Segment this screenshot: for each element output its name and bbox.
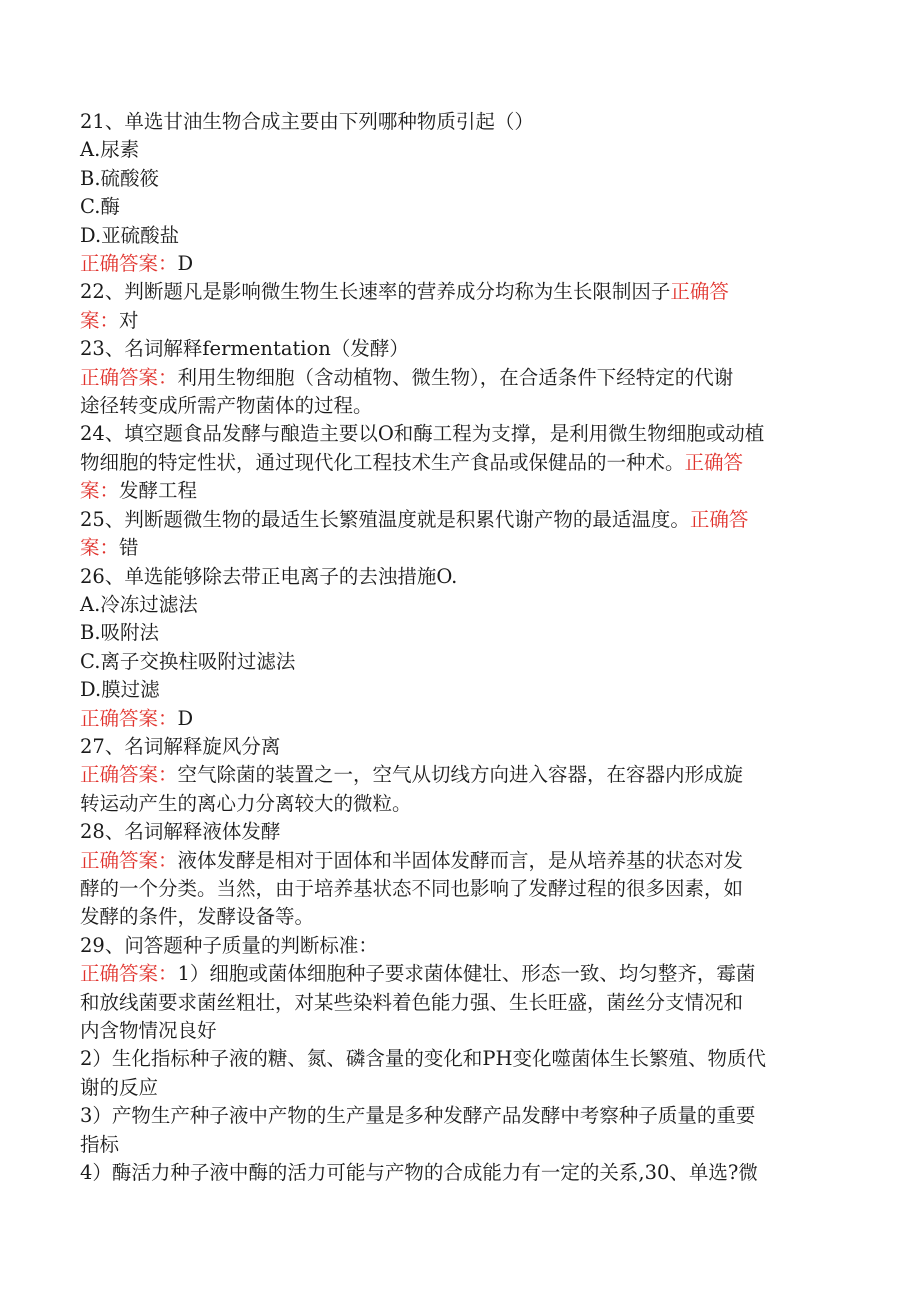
text-line	[80, 1045, 840, 1073]
line-text: 错	[119, 536, 139, 560]
answer-label: 正确答	[689, 507, 749, 531]
line-text: 和放线菌要求菌丝粗壮，对某些染料着色能力强、生长旺盛，菌丝分支情况和	[80, 990, 744, 1014]
text-line	[80, 420, 840, 448]
text-line	[80, 648, 840, 676]
line-text: C.酶	[80, 195, 120, 219]
text-line	[80, 222, 840, 250]
text-line	[80, 989, 840, 1017]
line-text: 1）细胞或菌体细胞种子要求菌体健壮、形态一致、均匀整齐，霉菌	[177, 962, 756, 986]
line-text: 4）酶活力种子液中酶的活力可能与产物的合成能力有一定的关系,30、单选?微	[80, 1161, 758, 1185]
text-line	[80, 250, 840, 278]
text-line	[80, 108, 840, 136]
text-line	[80, 960, 840, 988]
line-text: 23、名词解释fermentation（发酵）	[80, 337, 409, 361]
document-page	[80, 108, 840, 1187]
text-line	[80, 136, 840, 164]
line-text: 指标	[80, 1132, 120, 1156]
text-line	[80, 903, 840, 931]
answer-label: 正确答案：	[80, 252, 178, 276]
line-text: 25、判断题微生物的最适生长繁殖温度就是积累代谢产物的最适温度。	[80, 507, 690, 531]
answer-label: 正确答	[684, 450, 744, 474]
line-text: 21、单选甘油生物合成主要由下列哪种物质引起（）	[80, 110, 534, 133]
line-text: B.吸附法	[80, 621, 160, 645]
line-text: 转运动产生的离心力分离较大的微粒。	[80, 791, 412, 815]
line-text: D	[177, 252, 194, 276]
text-line	[80, 335, 840, 363]
answer-label: 正确答案：	[80, 365, 178, 389]
text-line	[80, 818, 840, 846]
line-text: 内含物情况良好	[80, 1019, 217, 1042]
text-line	[80, 1102, 840, 1130]
line-text: 酵的一个分类。当然，由于培养基状态不同也影响了发酵过程的很多因素，如	[80, 876, 744, 900]
text-line	[80, 790, 840, 818]
text-line	[80, 1159, 840, 1187]
text-line	[80, 392, 840, 420]
answer-label: 案：	[80, 536, 120, 560]
text-line	[80, 705, 840, 733]
line-text: 3）产物生产种子液中产物的生产量是多种发酵产品发酵中考察种子质量的重要	[80, 1104, 756, 1128]
text-line	[80, 477, 840, 505]
line-text: 对	[119, 308, 139, 332]
answer-label: 正确答案：	[80, 848, 178, 872]
text-line	[80, 733, 840, 761]
line-text: 液体发酵是相对于固体和半固体发酵而言，是从培养基的状态对发	[177, 848, 744, 872]
line-text: D	[177, 706, 194, 730]
answer-label: 案：	[80, 479, 120, 503]
text-line	[80, 449, 840, 477]
answer-label: 正确答案：	[80, 763, 178, 787]
line-text: 27、名词解释旋风分离	[80, 734, 281, 758]
line-text: B.硫酸筱	[80, 166, 160, 190]
line-text: 22、判断题凡是影响微生物生长速率的营养成分均称为生长限制因子	[80, 280, 671, 304]
text-line	[80, 875, 840, 903]
line-text: 28、名词解释液体发酵	[80, 820, 281, 844]
line-text: 26、单选能够除去带正电离子的去浊措施O.	[80, 564, 458, 588]
line-text: D.亚硫酸盐	[80, 223, 180, 247]
line-text: A.冷冻过滤法	[80, 592, 198, 616]
line-text: 空气除菌的装置之一，空气从切线方向进入容器，在容器内形成旋	[177, 763, 744, 787]
answer-label: 正确答案：	[80, 706, 178, 730]
text-line	[80, 1074, 840, 1102]
line-text: 谢的反应	[80, 1075, 159, 1099]
text-line	[80, 307, 840, 335]
line-text: 24、填空题食品发酵与酿造主要以O和酶工程为支撑，是利用微生物细胞或动植	[80, 422, 765, 446]
text-line	[80, 932, 840, 960]
line-text: 途径转变成所需产物菌体的过程。	[80, 394, 373, 418]
text-line	[80, 165, 840, 193]
text-line	[80, 619, 840, 647]
line-text: 物细胞的特定性状，通过现代化工程技术生产食品或保健品的一种术。	[80, 450, 685, 474]
text-line	[80, 1017, 840, 1045]
text-line	[80, 193, 840, 221]
text-line	[80, 278, 840, 306]
answer-label: 案：	[80, 308, 120, 332]
text-line	[80, 364, 840, 392]
text-line	[80, 591, 840, 619]
answer-label: 正确答案：	[80, 962, 178, 986]
line-text: A.尿素	[80, 138, 140, 162]
line-text: D.膜过滤	[80, 678, 160, 702]
line-text: 2）生化指标种子液的糖、氮、磷含量的变化和PH变化噬菌体生长繁殖、物质代	[80, 1047, 767, 1071]
text-line	[80, 847, 840, 875]
text-line	[80, 563, 840, 591]
line-text: C.离子交换柱吸附过滤法	[80, 649, 296, 673]
text-line	[80, 761, 840, 789]
text-line	[80, 1131, 840, 1159]
answer-label: 正确答	[670, 280, 729, 304]
text-line	[80, 676, 840, 704]
line-text: 利用生物细胞（含动植物、微生物），在合适条件下经特定的代谢	[177, 365, 734, 389]
text-line	[80, 534, 840, 562]
line-text: 发酵的条件，发酵设备等。	[80, 905, 315, 929]
text-line	[80, 506, 840, 534]
line-text: 发酵工程	[119, 479, 198, 503]
line-text: 29、问答题种子质量的判断标准：	[80, 933, 378, 957]
